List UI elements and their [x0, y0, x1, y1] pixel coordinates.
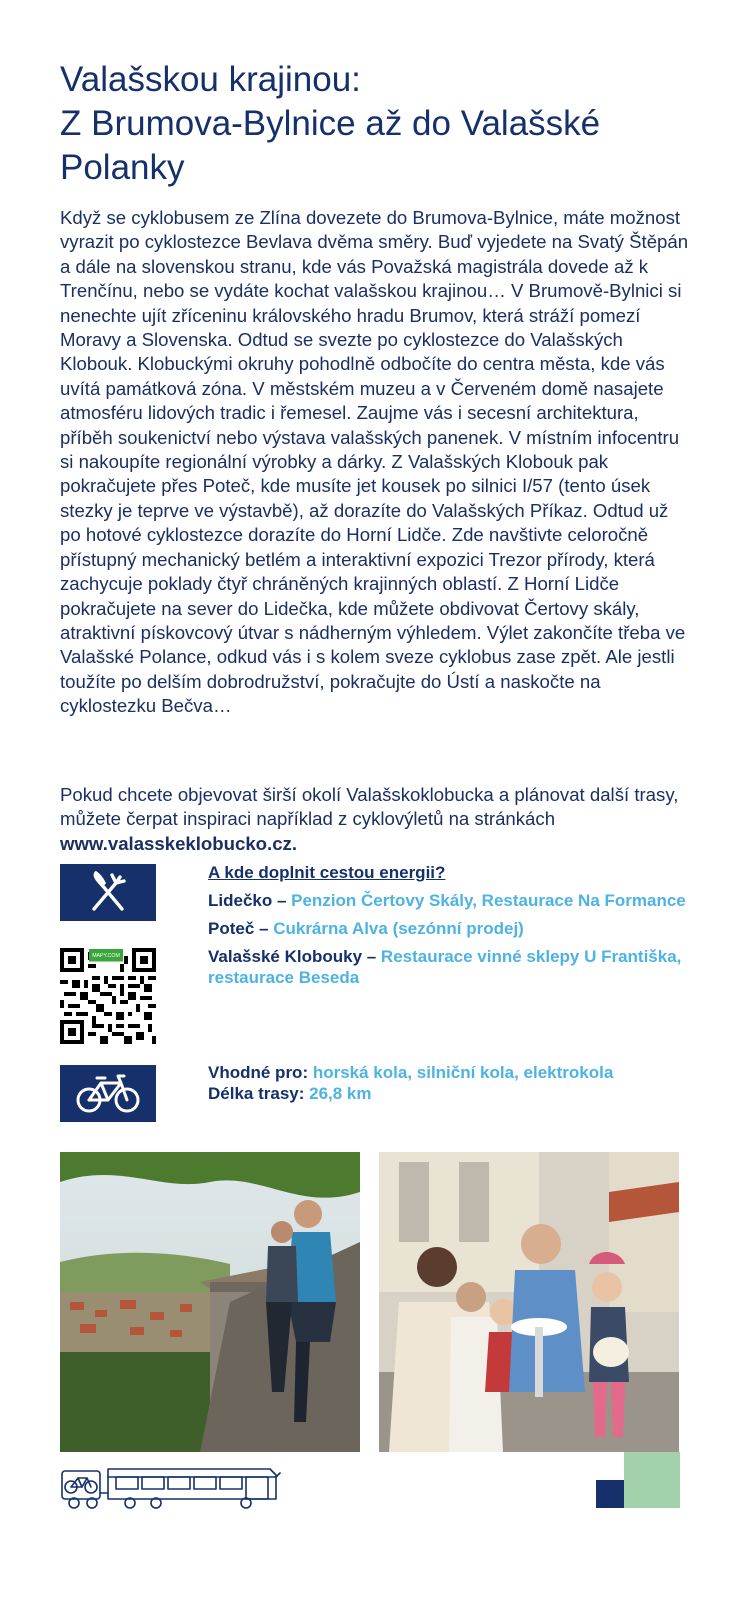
length-value: 26,8 km: [309, 1084, 372, 1103]
main-article: [60, 206, 690, 719]
food-venues: Cukrárna Alva (sezónní prodej): [273, 919, 524, 938]
website-link[interactable]: www.valasskeklobucko.cz.: [60, 832, 298, 854]
qr-code[interactable]: [60, 948, 156, 1044]
length-label: Délka trasy:: [208, 1084, 310, 1103]
photo-family-cafe: [379, 1152, 679, 1452]
food-item-potec: [208, 918, 708, 939]
route-length: [208, 1083, 688, 1104]
page-title: [60, 58, 710, 190]
more-info-text: Pokud chcete objevovat širší okolí Valašskoklobucka a plánovat další trasy, můžete čerpat inspiraci například z cyklovýletů na stránkách: [60, 784, 679, 830]
photo-couple-viewpoint: [60, 1152, 360, 1452]
route-info: [208, 1062, 688, 1104]
title-line-2: Z Brumova-Bylnice až do Valašské: [60, 104, 601, 143]
bus-with-bike-icon: [60, 1463, 282, 1511]
fork-knife-icon: [86, 871, 130, 915]
food-place: Valašské Klobouky –: [208, 947, 381, 966]
fork-knife-icon-box: [60, 864, 156, 921]
title-line-3: Polanky: [60, 148, 185, 187]
food-venues: Restaurace vinné sklepy U Františka, restaurace Beseda: [208, 947, 682, 987]
decor-square-green: [624, 1452, 680, 1508]
suitable-value: horská kola, silniční kola, elektrokola: [312, 1063, 614, 1082]
qr-badge: MAPY.COM: [92, 953, 120, 960]
food-venues: Penzion Čertovy Skály, Restaurace Na Formance: [291, 891, 686, 910]
bicycle-icon: [74, 1073, 142, 1115]
food-item-valasske-klobouky: [208, 946, 708, 988]
food-section: [208, 862, 708, 988]
more-info-paragraph: [60, 783, 690, 856]
title-line-1: Valašskou krajinou:: [60, 60, 361, 99]
suitable-label: Vhodné pro:: [208, 1063, 313, 1082]
bicycle-icon-box: [60, 1065, 156, 1122]
suitable-for: [208, 1062, 688, 1083]
food-heading: A kde doplnit cestou energii?: [208, 863, 446, 882]
food-place: Poteč –: [208, 919, 274, 938]
decor-square-navy: [596, 1480, 624, 1508]
food-item-lidecko: [208, 890, 708, 911]
food-place: Lidečko –: [208, 891, 292, 910]
article-paragraph: Když se cyklobusem ze Zlína dovezete do Brumova-Bylnice, máte možnost vyrazit po cyklostezce Bevlava dvěma směry. Buď vyjedete na Svatý Štěpán a dále na slovenskou stranu, kde vás Považská magistrála dovede až k Trenčínu, nebo se vydáte kochat valašskou krajinou… V Brumově-Bylnici si nenechte ujít zříceninu královského hradu Brumov, která stráží pomezí Moravy a Slovenska. Odtud se svezte po cyklostezce do Valašských Klobouk. Klobuckými okruhy pohodlně odbočíte do centra města, kde vás uvítá památková zóna. V městském muzeu a v Červeném domě nasajete atmosféru lidových tradic i řemesel. Zaujme vás i secesní architektura, příběh soukenictví nebo výstava valašských panenek. V místním infocentru si nakoupíte regionální výrobky a dárky. Z Valašských Klobouk pak pokračujete přes Poteč, kde musíte jet kousek po silnici I/57 (tento úsek stezky je teprve ve výstavbě), až dorazíte do Valašských Příkaz. Odtud už po hotové cyklostezce dorazíte do Horní Lidče. Zde navštivte celoročně přístupný mechanický betlém a interaktivní expozici Trezor přírody, která zachycuje poklady čtyř chráněných krajinných oblastí. Z Horní Lidče pokračujete na sever do Lidečka, kde můžete obdivovat Čertovy skály, atraktivní pískovcový útvar s nádherným výhledem. Výlet zakončíte třeba ve Valašské Polance, odkud vás i s kolem sveze cyklobus zase zpět. Ale jestli toužíte po delším dobrodružství, pokračujte do Ústí a naskočte na cyklostezku Bečva…: [60, 207, 689, 717]
